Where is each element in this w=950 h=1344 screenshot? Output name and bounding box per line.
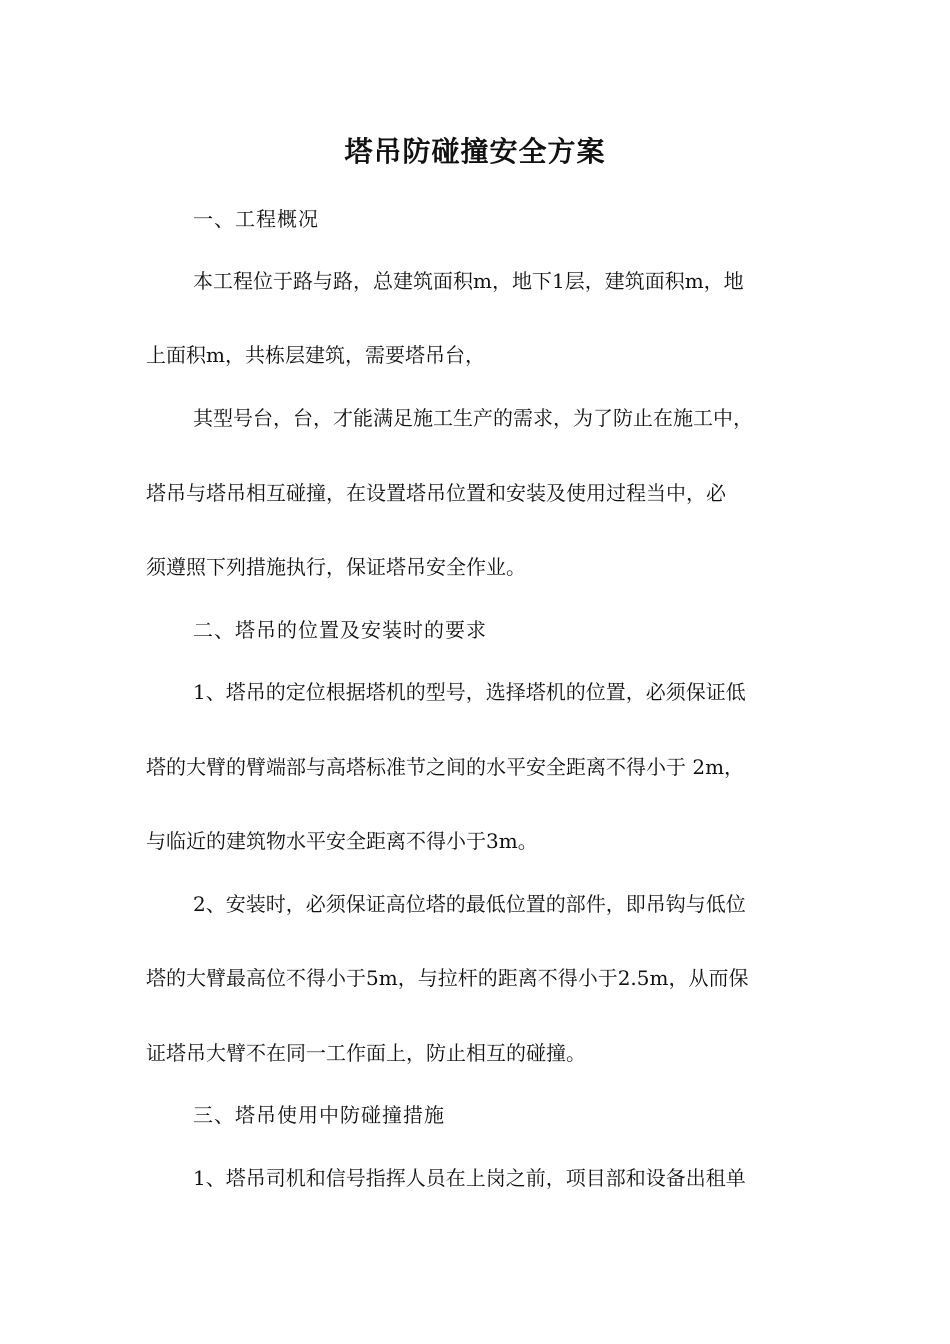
paragraph-line: 1、塔吊的定位根据塔机的型号，选择塔机的位置，必须保证低	[193, 680, 746, 704]
paragraph-line: 塔吊与塔吊相互碰撞，在设置塔吊位置和安装及使用过程当中，必	[146, 481, 726, 505]
paragraph-line: 1、塔吊司机和信号指挥人员在上岗之前，项目部和设备出租单	[193, 1166, 746, 1190]
paragraph-line: 上面积m，共栋层建筑，需要塔吊台，	[146, 343, 485, 367]
paragraph-line: 其型号台，台，才能满足施工生产的需求，为了防止在施工中，	[193, 406, 753, 430]
document-title: 塔吊防碰撞安全方案	[344, 135, 606, 168]
paragraph-line: 塔的大臂最高位不得小于5m，与拉杆的距离不得小于2.5m，从而保	[146, 966, 749, 990]
paragraph-line: 须遵照下列措施执行，保证塔吊安全作业。	[146, 555, 526, 579]
section-heading-2: 二、塔吊的位置及安装时的要求	[193, 618, 487, 642]
section-heading-1: 一、工程概况	[193, 207, 319, 231]
paragraph-line: 证塔吊大臂不在同一工作面上，防止相互的碰撞。	[146, 1041, 586, 1065]
paragraph-line: 本工程位于路与路，总建筑面积m，地下1层，建筑面积m，地	[193, 269, 744, 293]
paragraph-line: 2、安装时，必须保证高位塔的最低位置的部件，即吊钩与低位	[193, 892, 746, 916]
paragraph-line: 与临近的建筑物水平安全距离不得小于3m。	[146, 829, 538, 853]
section-heading-3: 三、塔吊使用中防碰撞措施	[193, 1103, 445, 1127]
paragraph-line: 塔的大臂的臂端部与高塔标准节之间的水平安全距离不得小于 2m，	[146, 755, 745, 779]
